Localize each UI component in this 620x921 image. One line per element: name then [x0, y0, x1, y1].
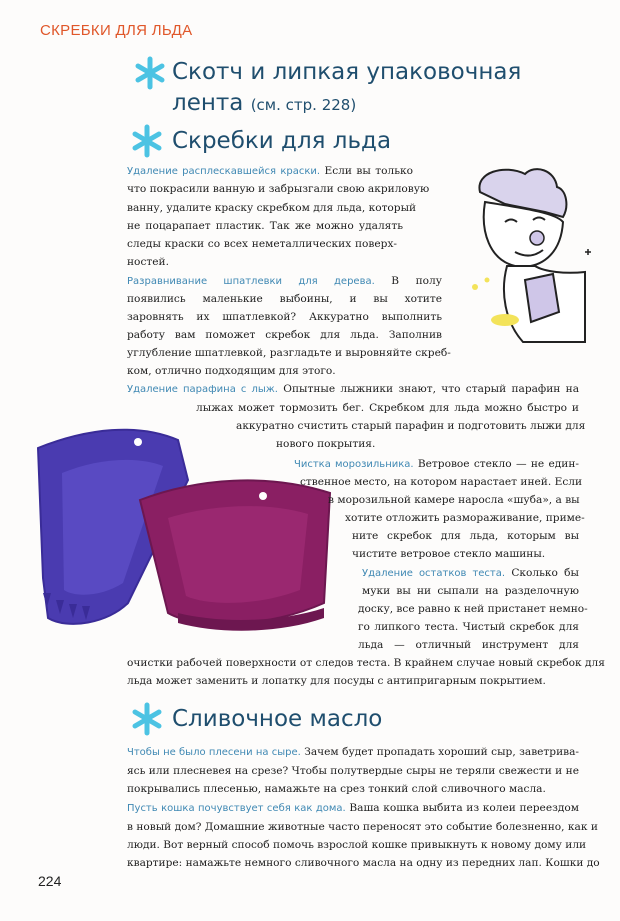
lead-putty: Разравнивание шпатлевки для дерева. [127, 276, 375, 287]
text-line: В полу [374, 275, 442, 287]
text-line: в морозильной камере наросла «шуба», а вы [328, 494, 580, 506]
heading-tape-word: лента [172, 90, 244, 116]
text-line: ясь или плесневея на срезе? Чтобы полутвердые сыры не теряли свежести и не [127, 765, 579, 777]
text-line: чистите ветровое стекло машины. [352, 548, 546, 560]
text-line: покрывались плесенью, намажьте на срез тонкий слой сливочного масла. [127, 783, 546, 795]
lead-cat: Пусть кошка почувствует себя как дома. [127, 803, 346, 814]
paragraph-dough-line [362, 564, 579, 583]
text-line: лыжах может тормозить бег. Скребком для льда можно быстро и [196, 402, 579, 414]
heading-butter: Сливочное масло [172, 706, 383, 732]
heading-tape: Скотч и липкая упаковочная [172, 59, 522, 85]
lead-ski: Удаление парафина с лыж. [127, 384, 278, 395]
text-line: углубление шпатлевкой, разгладьте и выровняйте скреб- [127, 347, 451, 359]
text-line: ните скребок для льда, которым вы [352, 530, 579, 542]
text-line: не поцарапает пластик. Так же можно удалять [127, 220, 403, 232]
snowflake-icon [130, 124, 164, 158]
text-line: что покрасили ванную и забрызгали свою акриловую [127, 183, 430, 195]
text-line: Опытные лыжники знают, что старый парафин на [278, 383, 580, 395]
text-line: Если вы только [320, 165, 413, 177]
text-line: Зачем будет пропадать хороший сыр, заветрива- [300, 746, 579, 758]
paragraph-ski-line [127, 380, 579, 399]
text-line: ванну, удалите краску скребком для льда, который [127, 202, 417, 214]
text-line: Сколько бы [505, 567, 579, 579]
lead-cheese: Чтобы не было плесени на сыре. [127, 747, 301, 758]
lead-paint: Удаление расплескавшейся краски. [127, 166, 321, 177]
text-line: ностей. [127, 256, 169, 268]
text-line: льда может заменить и лопатку для посуды с антипригарным покрытием. [127, 675, 546, 687]
text-line: нового покрытия. [276, 438, 376, 450]
paragraph-cheese-line [127, 743, 579, 762]
page-number: 224 [38, 873, 62, 889]
text-line: доску, все равно к ней пристанет немно- [358, 603, 588, 615]
text-line: следы краски со всех неметаллических поверх- [127, 238, 397, 250]
text-line: го липкого теста. Чистый скребок для [358, 621, 579, 633]
text-line: аккуратно счистить старый парафин и подготовить лыжи для [236, 420, 586, 432]
text-line: хотите отложить размораживание, приме- [345, 512, 585, 524]
snowflake-icon [130, 702, 164, 736]
paragraph-paint-line [127, 162, 413, 181]
snowflake-icon [133, 56, 167, 90]
paragraph-freezer-line [294, 455, 579, 474]
running-head: СКРЕБКИ ДЛЯ ЛЬДА [40, 22, 193, 39]
text-line: появились маленькие выбоины, и вы хотите [127, 293, 442, 305]
text-line: очистки рабочей поверхности от следов теста. В крайнем случае новый скребок для [127, 657, 605, 669]
lead-dough: Удаление остатков теста. [362, 568, 506, 579]
text-line: работу вам поможет скребок для льда. Заполнив [127, 329, 442, 341]
text-line: в новый дом? Домашние животные часто переносят это событие болезненно, как и [127, 821, 598, 833]
paragraph-cat-line [127, 799, 579, 818]
text-line: муки вы ни сыпали на разделочную [362, 585, 579, 597]
paragraph-putty-line [127, 272, 442, 291]
page-reference: (см. стр. 228) [250, 96, 357, 114]
text-line: льда — отличный инструмент для [358, 639, 579, 651]
text-line: квартире: намажьте немного сливочного масла на одну из передних лап. Кошки до [127, 857, 600, 869]
text-line: люди. Вот верный способ помочь взрослой кошке привыкнуть к новому дому или [127, 839, 587, 851]
text-line: ственное место, на котором нарастает иней. Если [300, 476, 583, 488]
text-line: ком, отлично подходящим для этого. [127, 365, 336, 377]
boy-scraping-illustration [445, 162, 595, 352]
text-line: Ветровое стекло — не един- [413, 458, 579, 470]
heading-tape-line2 [172, 88, 356, 120]
text-line: Ваша кошка выбита из колеи переездом [345, 802, 580, 814]
heading-scrapers: Скребки для льда [172, 128, 392, 154]
text-line: заровнять их шпатлевкой? Аккуратно выполнить [127, 311, 442, 323]
lead-freezer: Чистка морозильника. [294, 459, 414, 470]
